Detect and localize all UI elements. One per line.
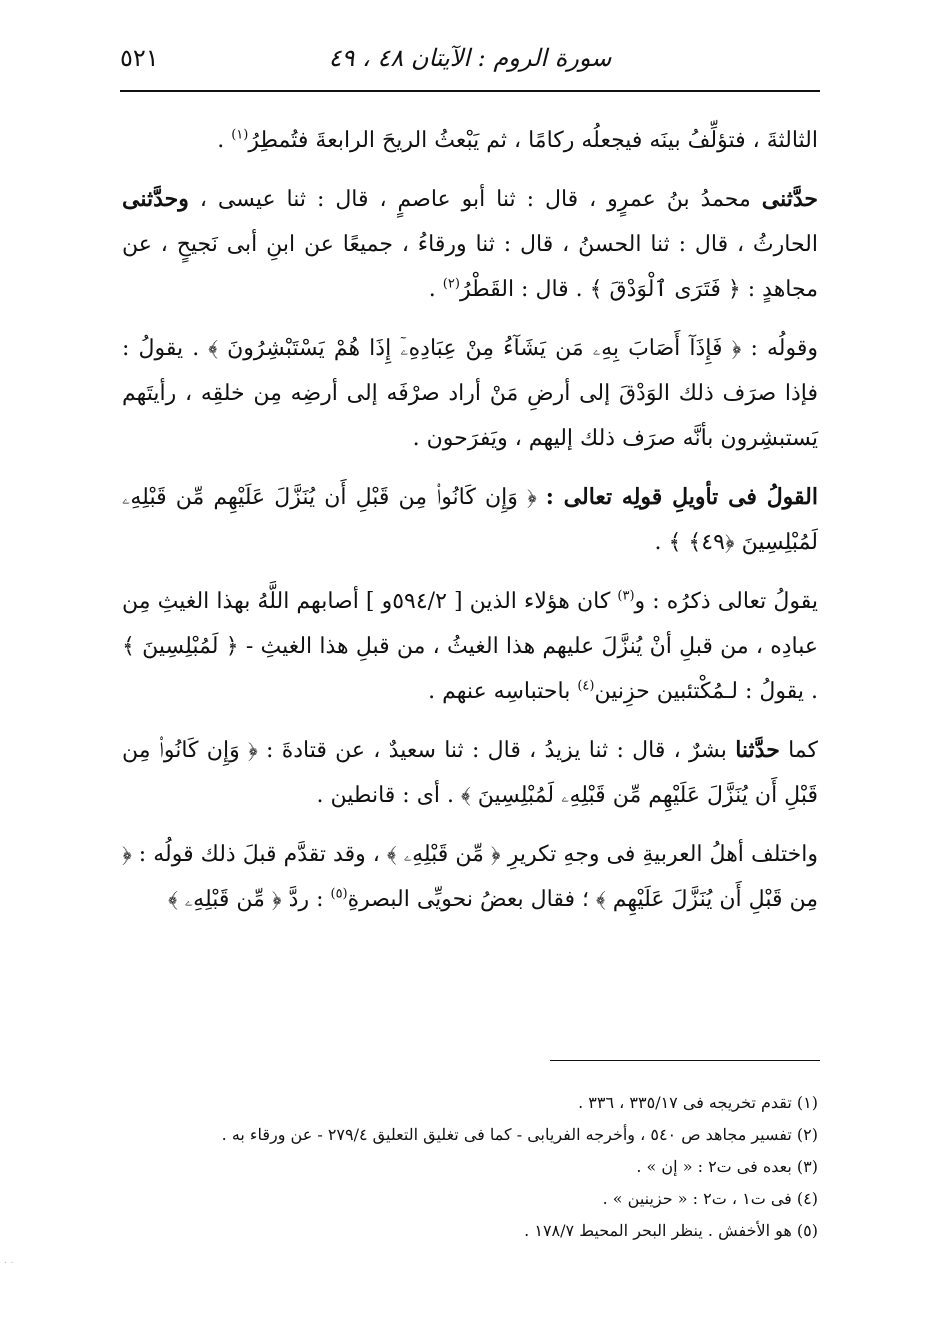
page-header (120, 40, 820, 84)
bold-lead-text: حدَّثنى (761, 186, 818, 212)
footnote-reference: (٣) (617, 588, 635, 604)
paragraph (122, 579, 818, 714)
text-run: كان هؤلاء الذين [ ٥٩٤/٢و ] أصابهم اللَّهُ بهذا الغيثِ مِن عبادِه ، من قبلِ أنْ يُنزَّلَ عليهم هذا الغيثُ ، من قبلِ هذا الغيثِ - ﴿ لَمُبْلِسِينَ ﴾ . يقولُ : لـمُكْتئبين حزِنين (122, 589, 818, 704)
paragraph (122, 177, 818, 312)
header-rule (120, 90, 820, 92)
footnote-reference: (٥) (330, 886, 348, 902)
bold-lead-text: وحدَّثنى (122, 186, 189, 212)
text-run: كما (779, 738, 819, 763)
footnote: (٥) هو الأخفش . ينظر البحر المحيط ١٧٨/٧ . (524, 1221, 818, 1240)
bold-lead-text: حدَّثنا (735, 737, 780, 763)
text-run: : ردَّ ﴿ مِّن قَبْلِهِۦ ﴾ (168, 887, 331, 912)
page-number: ٥٢١ (120, 44, 159, 72)
main-text (122, 118, 818, 936)
footnote-reference: (٢) (442, 276, 460, 292)
text-run: واختلف أهلُ العربيةِ فى وجهِ تكريرِ ﴿ مِّن قَبْلِهِۦ ﴾ ، وقد تقدَّم قبلَ ذلك قولُه : ﴿ مِن قَبْلِ أَن يُنَزَّلَ عَلَيْهِم ﴾ ؛ فقال بعضُ نحويِّى البصرةِ (122, 842, 818, 912)
footnote: (٢) تفسير مجاهد ص ٥٤٠ ، وأخرجه الفريابى - كما فى تغليق التعليق ٢٧٩/٤ - عن ورقاء به . (221, 1125, 818, 1144)
footnotes (122, 1088, 818, 1248)
scan-margin-mark: · · (4, 1258, 14, 1269)
text-run: الحارثُ ، قال : ثنا الحسنُ ، قال : ثنا ورقاءُ ، جميعًا عن ابنِ أبى نَجيحٍ ، عن مجاهدٍ : ﴿ فَتَرَى ٱلْوَدْقَ ﴾ . قال : القَطْرُ (122, 232, 818, 302)
footnote-reference: (١) (231, 127, 249, 143)
footnote: (١) تقدم تخريجه فى ٣٣٥/١٧ ، ٣٣٦ . (578, 1093, 818, 1112)
bold-lead-text: القولُ فى تأويلِ قولِه تعالى : (545, 484, 818, 510)
paragraph (122, 728, 818, 818)
text-run: ﴿ وَإِن كَانُوا۟ مِن قَبْلِ أَن يُنَزَّلَ عَلَيْهِم مِّن قَبْلِهِۦ لَمُبْلِسِينَ ﴿٤٩﴾ ﴾ . (122, 485, 818, 555)
footnote-rule (550, 1060, 820, 1061)
text-run: الثالثةَ ، فتؤلِّفُ بينَه فيجعلُه ركامًا ، ثم يَبْعثُ الريحَ الرابعةَ فتُمطِرُ (248, 128, 818, 153)
footnote: (٣) بعده فى ت٢ : « إن » . (636, 1157, 818, 1176)
footnote-reference: (٤) (577, 678, 595, 694)
footnote: (٤) فى ت١ ، ت٢ : « حزينين » . (602, 1189, 818, 1208)
paragraph (122, 326, 818, 461)
text-run: باحتباسِه عنهم . (428, 679, 578, 704)
paragraph (122, 832, 818, 922)
text-run: بشرٌ ، قال : ثنا يزيدُ ، قال : ثنا سعيدٌ ، عن قتادةَ : ﴿ وَإِن كَانُوا۟ مِن قَبْلِ أَن يُنَزَّلَ عَلَيْهِم مِّن قَبْلِهِۦ لَمُبْلِسِينَ ﴾ . أى : قانطين . (122, 738, 818, 808)
text-run: . (217, 128, 232, 153)
text-run: وقولُه : ﴿ فَإِذَآ أَصَابَ بِهِۦ مَن يَشَآءُ مِنْ عِبَادِهِۦٓ إِذَا هُمْ يَسْتَبْشِرُونَ ﴾ . يقولُ : فإذا صرَف ذلك الوَدْقَ إلى أرضِ مَنْ أراد صرْفَه إلى أرضِه مِن خلقِه ، رأيتَهم يَستبشِرون بأنَّه صرَف ذلك إليهم ، ويَفرَحون . (122, 336, 818, 451)
running-title: سورة الروم : الآيتان ٤٨ ، ٤٩ (328, 44, 612, 72)
text-run: محمدُ بنُ عمرٍو ، قال : ثنا أبو عاصمٍ ، قال : ثنا عيسى ، (188, 187, 762, 212)
text-run: يقولُ تعالى ذكرُه : و (634, 589, 818, 614)
paragraph (122, 475, 818, 565)
text-run: . (428, 277, 443, 302)
paragraph (122, 118, 818, 163)
